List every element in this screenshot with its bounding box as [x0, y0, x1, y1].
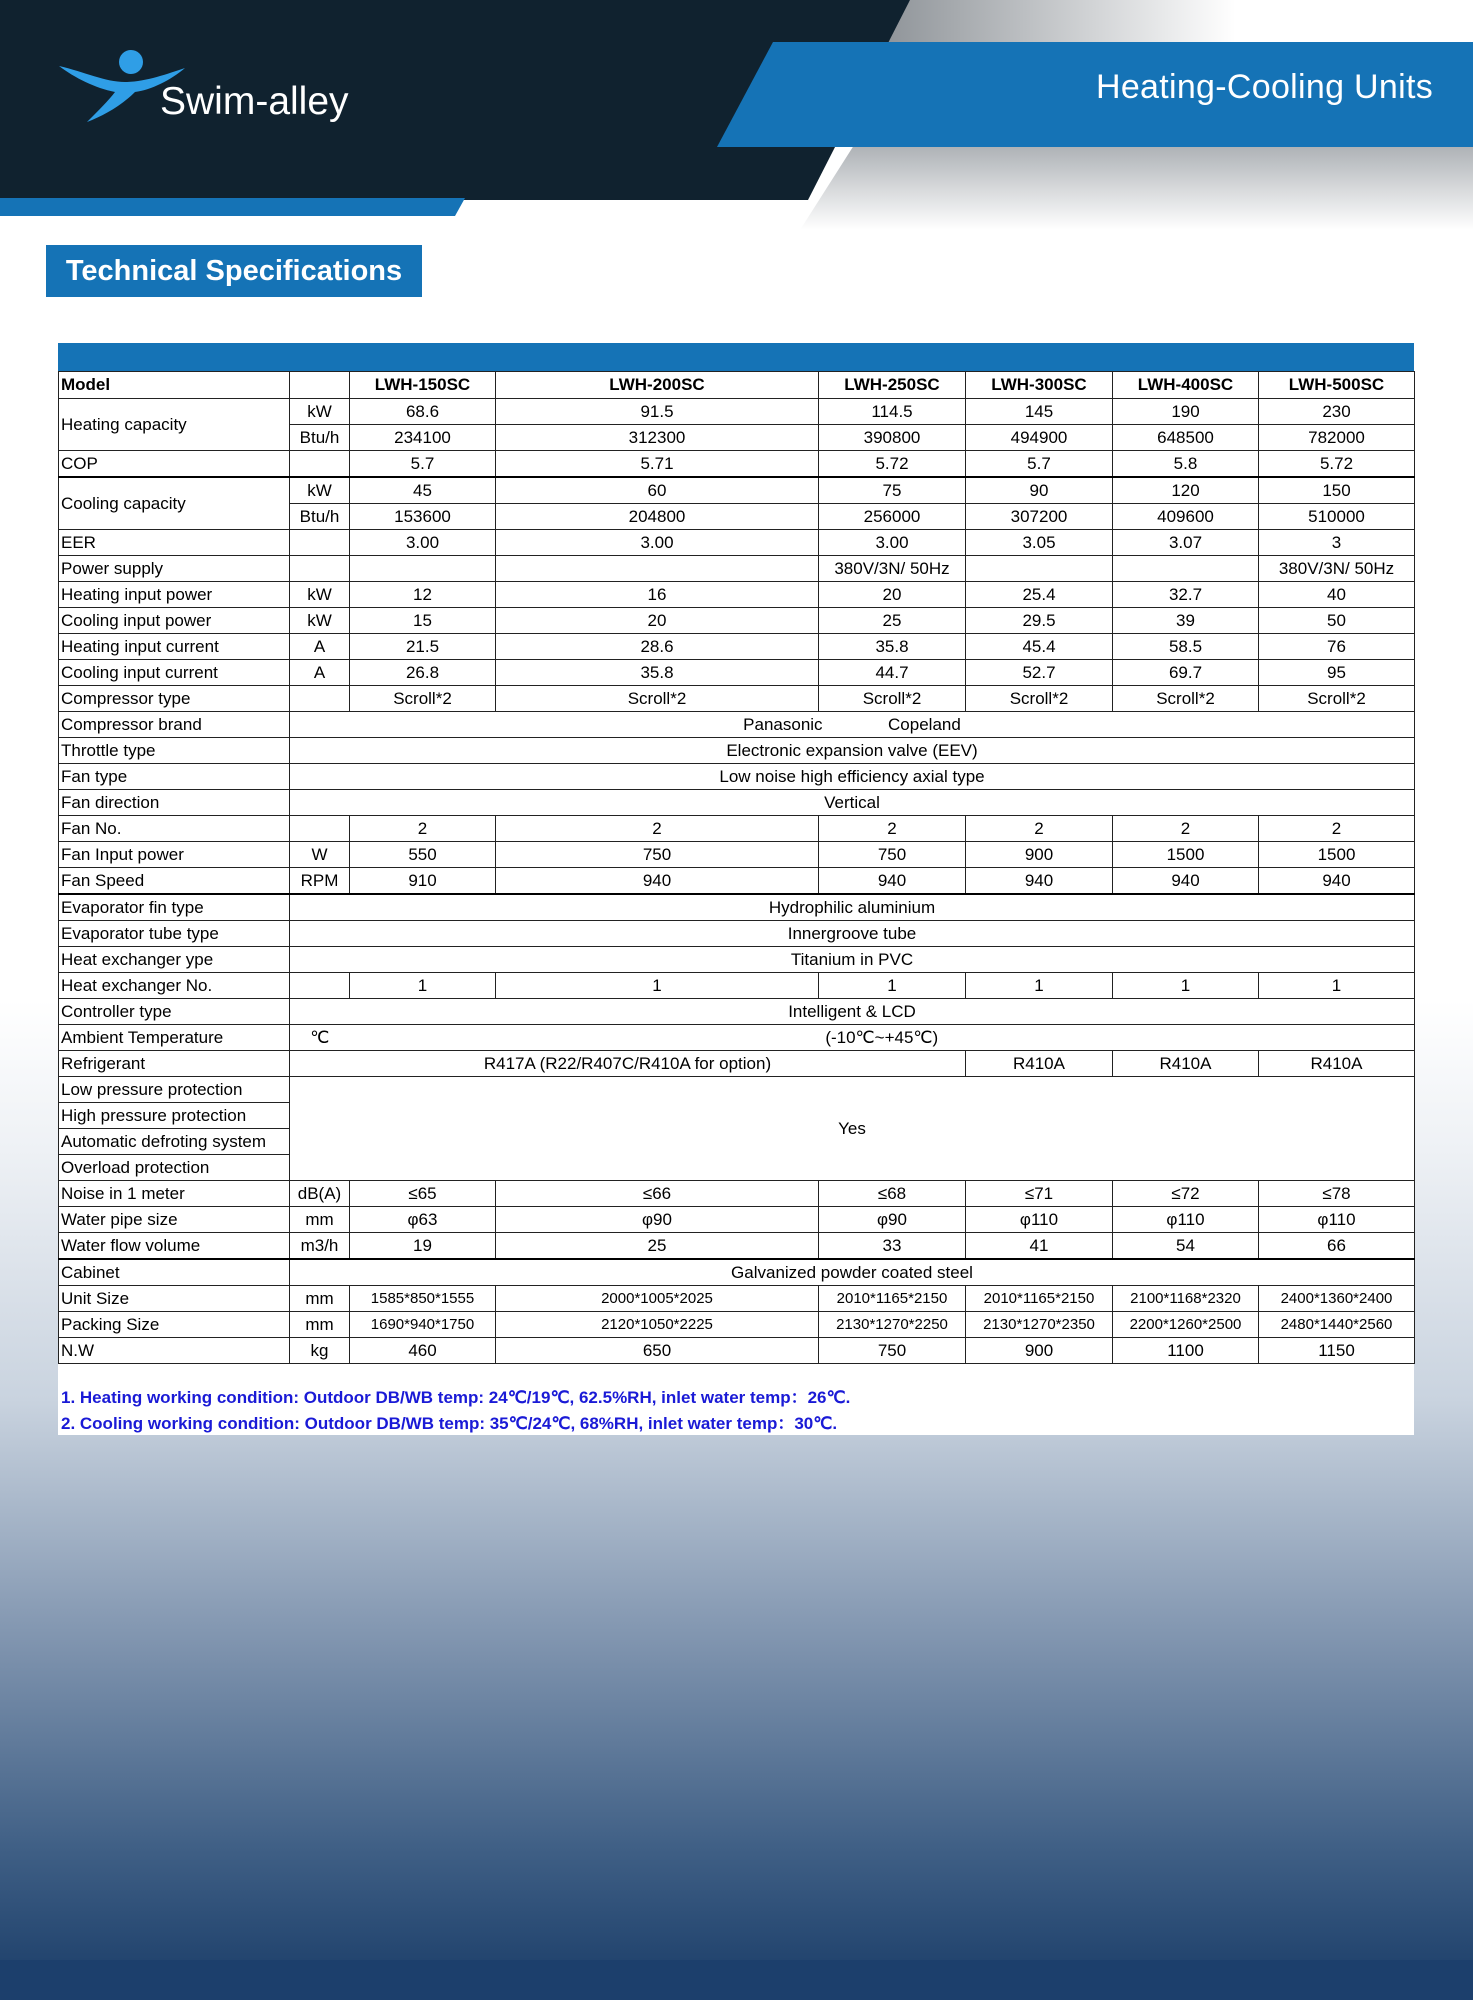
unit-cell: A — [290, 660, 350, 686]
value-cell: 1585*850*1555 — [350, 1286, 496, 1312]
value-cell: 3.00 — [819, 530, 966, 556]
value-cell: φ63 — [350, 1207, 496, 1233]
unit-cell — [290, 686, 350, 712]
value-cell: 900 — [966, 1338, 1113, 1364]
compressor-brand-b: Copeland — [888, 714, 961, 734]
model-header: LWH-150SC — [350, 372, 496, 399]
row-label: COP — [59, 451, 290, 478]
row-label: Noise in 1 meter — [59, 1181, 290, 1207]
value-cell: 940 — [1113, 868, 1259, 895]
value-cell: 45.4 — [966, 634, 1113, 660]
value-cell: 20 — [819, 582, 966, 608]
value-cell: 3.05 — [966, 530, 1113, 556]
table-row — [59, 790, 1415, 816]
row-label: Heat exchanger No. — [59, 973, 290, 999]
value-cell: Scroll*2 — [966, 686, 1113, 712]
unit-cell: kW — [290, 582, 350, 608]
table-row — [59, 399, 1415, 425]
value-cell: 1 — [966, 973, 1113, 999]
table-row — [59, 1286, 1415, 1312]
table-row — [59, 868, 1415, 895]
value-cell: 15 — [350, 608, 496, 634]
value-cell: φ90 — [819, 1207, 966, 1233]
value-cell: 390800 — [819, 425, 966, 451]
row-label: Automatic defroting system — [59, 1129, 290, 1155]
value-cell: 312300 — [496, 425, 819, 451]
value-cell: ≤65 — [350, 1181, 496, 1207]
unit-cell: dB(A) — [290, 1181, 350, 1207]
unit-cell: kW — [290, 608, 350, 634]
unit-cell — [290, 556, 350, 582]
value-cell: 25 — [496, 1233, 819, 1260]
table-row — [59, 372, 1415, 399]
row-label: EER — [59, 530, 290, 556]
value-cell: φ90 — [496, 1207, 819, 1233]
value-cell — [290, 712, 1415, 738]
value-cell: 2120*1050*2225 — [496, 1312, 819, 1338]
value-cell: 50 — [1259, 608, 1415, 634]
value-cell: 650 — [496, 1338, 819, 1364]
value-cell: 1500 — [1113, 842, 1259, 868]
unit-cell — [290, 372, 350, 399]
value-cell: 190 — [1113, 399, 1259, 425]
unit-cell: A — [290, 634, 350, 660]
value-cell — [1113, 556, 1259, 582]
model-header: LWH-250SC — [819, 372, 966, 399]
row-label: Low pressure protection — [59, 1077, 290, 1103]
table-row — [59, 738, 1415, 764]
value-cell: 40 — [1259, 582, 1415, 608]
value-cell: Vertical — [290, 790, 1415, 816]
value-cell: φ110 — [966, 1207, 1113, 1233]
value-cell: 204800 — [496, 504, 819, 530]
row-label: Heating input power — [59, 582, 290, 608]
value-cell: 60 — [496, 477, 819, 504]
value-cell: 95 — [1259, 660, 1415, 686]
value-cell: 32.7 — [1113, 582, 1259, 608]
value-cell: 58.5 — [1113, 634, 1259, 660]
unit-cell — [290, 451, 350, 478]
table-row — [59, 1338, 1415, 1364]
row-label: Power supply — [59, 556, 290, 582]
value-cell: R410A — [1113, 1051, 1259, 1077]
value-cell: 900 — [966, 842, 1113, 868]
value-cell: 75 — [819, 477, 966, 504]
value-cell: 1100 — [1113, 1338, 1259, 1364]
unit-cell: RPM — [290, 868, 350, 895]
row-label: Fan Speed — [59, 868, 290, 895]
value-cell: 910 — [350, 868, 496, 895]
value-cell: 69.7 — [1113, 660, 1259, 686]
unit-cell: mm — [290, 1312, 350, 1338]
value-cell: 750 — [496, 842, 819, 868]
table-row — [59, 842, 1415, 868]
table-row — [59, 947, 1415, 973]
value-cell: 494900 — [966, 425, 1113, 451]
model-header: LWH-400SC — [1113, 372, 1259, 399]
value-cell: R410A — [966, 1051, 1113, 1077]
value-cell: 45 — [350, 477, 496, 504]
value-cell: 3.00 — [496, 530, 819, 556]
row-label: Water flow volume — [59, 1233, 290, 1260]
table-row — [59, 1259, 1415, 1286]
header-accent-stripe — [0, 198, 465, 216]
unit-cell: Btu/h — [290, 425, 350, 451]
value-cell: ≤72 — [1113, 1181, 1259, 1207]
row-label: Heating capacity — [59, 399, 290, 451]
unit-cell: kW — [290, 399, 350, 425]
value-cell: 2 — [966, 816, 1113, 842]
value-cell: 54 — [1113, 1233, 1259, 1260]
value-cell: 5.72 — [819, 451, 966, 478]
value-cell: 5.8 — [1113, 451, 1259, 478]
value-cell: 28.6 — [496, 634, 819, 660]
value-cell: 307200 — [966, 504, 1113, 530]
unit-cell: m3/h — [290, 1233, 350, 1260]
value-cell: 2 — [496, 816, 819, 842]
model-header: LWH-200SC — [496, 372, 819, 399]
unit-cell: mm — [290, 1286, 350, 1312]
value-cell: ≤71 — [966, 1181, 1113, 1207]
value-cell: Scroll*2 — [1113, 686, 1259, 712]
value-cell: 648500 — [1113, 425, 1259, 451]
table-row — [59, 816, 1415, 842]
row-label: Fan No. — [59, 816, 290, 842]
value-cell: Scroll*2 — [496, 686, 819, 712]
value-cell: 3.00 — [350, 530, 496, 556]
row-label: Evaporator tube type — [59, 921, 290, 947]
brand-name: Swim-alley — [160, 80, 349, 123]
value-cell: 35.8 — [819, 634, 966, 660]
spec-table — [58, 371, 1415, 1364]
row-label: Compressor brand — [59, 712, 290, 738]
value-cell: 52.7 — [966, 660, 1113, 686]
value-cell: 5.7 — [966, 451, 1113, 478]
value-cell: 20 — [496, 608, 819, 634]
value-cell: 16 — [496, 582, 819, 608]
row-label: Unit Size — [59, 1286, 290, 1312]
value-cell: 460 — [350, 1338, 496, 1364]
value-cell: Galvanized powder coated steel — [290, 1259, 1415, 1286]
value-cell — [966, 556, 1113, 582]
value-cell: 91.5 — [496, 399, 819, 425]
page-title: Heating-Cooling Units — [1095, 68, 1433, 106]
value-cell: 234100 — [350, 425, 496, 451]
value-cell: 230 — [1259, 399, 1415, 425]
table-row — [59, 921, 1415, 947]
table-row — [59, 764, 1415, 790]
value-cell: 750 — [819, 1338, 966, 1364]
value-cell: 940 — [1259, 868, 1415, 895]
value-cell: 2 — [1113, 816, 1259, 842]
unit-cell: kg — [290, 1338, 350, 1364]
value-cell: 2480*1440*2560 — [1259, 1312, 1415, 1338]
model-header: LWH-300SC — [966, 372, 1113, 399]
header-shadow — [880, 0, 1473, 45]
footnote-heating: 1. Heating working condition: Outdoor DB/WB temp: 24℃/19℃, 62.5%RH, inlet water temp：26℃. — [61, 1388, 851, 1407]
table-row — [59, 999, 1415, 1025]
value-cell: 1690*940*1750 — [350, 1312, 496, 1338]
value-cell: 150 — [1259, 477, 1415, 504]
value-cell: 2130*1270*2350 — [966, 1312, 1113, 1338]
table-row — [59, 1233, 1415, 1260]
value-cell: 409600 — [1113, 504, 1259, 530]
value-cell: 39 — [1113, 608, 1259, 634]
value-cell: 33 — [819, 1233, 966, 1260]
table-row — [59, 1025, 1415, 1051]
row-label: Water pipe size — [59, 1207, 290, 1233]
row-label: Heat exchanger ype — [59, 947, 290, 973]
value-cell: 940 — [966, 868, 1113, 895]
value-cell: 120 — [1113, 477, 1259, 504]
value-cell: 90 — [966, 477, 1113, 504]
value-cell: 1500 — [1259, 842, 1415, 868]
value-cell: 1 — [1259, 973, 1415, 999]
value-cell: 25 — [819, 608, 966, 634]
unit-cell: Btu/h — [290, 504, 350, 530]
value-cell: Scroll*2 — [819, 686, 966, 712]
value-cell: 940 — [819, 868, 966, 895]
row-label: Heating input current — [59, 634, 290, 660]
value-cell: 256000 — [819, 504, 966, 530]
table-row — [59, 1207, 1415, 1233]
row-label: Overload protection — [59, 1155, 290, 1181]
row-label: Cooling input power — [59, 608, 290, 634]
row-label: Evaporator fin type — [59, 894, 290, 921]
value-cell: 1 — [819, 973, 966, 999]
unit-cell: W — [290, 842, 350, 868]
value-cell: 5.71 — [496, 451, 819, 478]
spec-sheet — [58, 343, 1414, 1435]
table-row — [59, 660, 1415, 686]
row-label: Cabinet — [59, 1259, 290, 1286]
unit-cell — [290, 816, 350, 842]
unit-cell: ℃ — [290, 1025, 350, 1051]
value-cell: Titanium in PVC — [290, 947, 1415, 973]
value-cell: 25.4 — [966, 582, 1113, 608]
row-label: Refrigerant — [59, 1051, 290, 1077]
value-cell: 26.8 — [350, 660, 496, 686]
row-label: Cooling capacity — [59, 477, 290, 530]
value-cell: 2000*1005*2025 — [496, 1286, 819, 1312]
table-row — [59, 1051, 1415, 1077]
table-row — [59, 530, 1415, 556]
value-cell: 114.5 — [819, 399, 966, 425]
table-row — [59, 894, 1415, 921]
table-row — [59, 556, 1415, 582]
model-header: LWH-500SC — [1259, 372, 1415, 399]
value-cell: 380V/3N/ 50Hz — [819, 556, 966, 582]
value-cell: 35.8 — [496, 660, 819, 686]
value-cell: 510000 — [1259, 504, 1415, 530]
table-row — [59, 1312, 1415, 1338]
row-label: Fan direction — [59, 790, 290, 816]
value-cell: 3 — [1259, 530, 1415, 556]
value-cell: 750 — [819, 842, 966, 868]
section-title: Technical Specifications — [46, 245, 422, 297]
value-cell: φ110 — [1259, 1207, 1415, 1233]
value-cell: 2100*1168*2320 — [1113, 1286, 1259, 1312]
unit-cell: mm — [290, 1207, 350, 1233]
value-cell: 2130*1270*2250 — [819, 1312, 966, 1338]
row-label: Fan Input power — [59, 842, 290, 868]
row-label: Throttle type — [59, 738, 290, 764]
value-cell: Innergroove tube — [290, 921, 1415, 947]
table-row — [59, 1077, 1415, 1103]
value-cell: 1 — [496, 973, 819, 999]
value-cell — [496, 556, 819, 582]
value-cell: Scroll*2 — [350, 686, 496, 712]
value-cell: 68.6 — [350, 399, 496, 425]
value-cell: R410A — [1259, 1051, 1415, 1077]
footer-bar — [0, 1960, 1473, 2000]
value-cell: 1 — [350, 973, 496, 999]
value-cell: Low noise high efficiency axial type — [290, 764, 1415, 790]
value-cell: (-10℃~+45℃) — [350, 1025, 1415, 1051]
table-row — [59, 1181, 1415, 1207]
unit-cell — [290, 530, 350, 556]
value-cell: 1 — [1113, 973, 1259, 999]
table-row — [59, 582, 1415, 608]
table-row — [59, 712, 1415, 738]
table-row — [59, 477, 1415, 504]
value-cell: 5.72 — [1259, 451, 1415, 478]
value-cell: 1150 — [1259, 1338, 1415, 1364]
value-cell: Scroll*2 — [1259, 686, 1415, 712]
value-cell: 19 — [350, 1233, 496, 1260]
value-cell: 3.07 — [1113, 530, 1259, 556]
footnotes — [61, 1385, 850, 1437]
value-cell: 2 — [1259, 816, 1415, 842]
value-cell: ≤68 — [819, 1181, 966, 1207]
value-cell: 29.5 — [966, 608, 1113, 634]
compressor-brand-a: Panasonic — [743, 714, 823, 734]
value-cell: φ110 — [1113, 1207, 1259, 1233]
value-cell — [350, 556, 496, 582]
unit-cell — [290, 973, 350, 999]
value-cell: 5.7 — [350, 451, 496, 478]
value-cell: 2 — [819, 816, 966, 842]
table-top-bar — [58, 343, 1414, 371]
row-label: Compressor type — [59, 686, 290, 712]
row-label: Cooling input current — [59, 660, 290, 686]
value-cell: R417A (R22/R407C/R410A for option) — [290, 1051, 966, 1077]
value-cell: 21.5 — [350, 634, 496, 660]
value-cell: 2010*1165*2150 — [819, 1286, 966, 1312]
value-cell: 550 — [350, 842, 496, 868]
value-cell: 145 — [966, 399, 1113, 425]
value-cell: 41 — [966, 1233, 1113, 1260]
value-cell: 2400*1360*2400 — [1259, 1286, 1415, 1312]
row-label: N.W — [59, 1338, 290, 1364]
row-label: Model — [59, 372, 290, 399]
table-row — [59, 608, 1415, 634]
value-cell: Electronic expansion valve (EEV) — [290, 738, 1415, 764]
value-cell: 44.7 — [819, 660, 966, 686]
unit-cell: kW — [290, 477, 350, 504]
value-cell: 380V/3N/ 50Hz — [1259, 556, 1415, 582]
value-cell: ≤78 — [1259, 1181, 1415, 1207]
value-cell: 2 — [350, 816, 496, 842]
row-label: Controller type — [59, 999, 290, 1025]
footnote-cooling: 2. Cooling working condition: Outdoor DB/WB temp: 35℃/24℃, 68%RH, inlet water temp：30℃. — [61, 1414, 838, 1433]
value-cell: Intelligent & LCD — [290, 999, 1415, 1025]
row-label: Ambient Temperature — [59, 1025, 290, 1051]
row-label: Fan type — [59, 764, 290, 790]
value-cell: 76 — [1259, 634, 1415, 660]
row-label: High pressure protection — [59, 1103, 290, 1129]
value-cell: Hydrophilic aluminium — [290, 894, 1415, 921]
value-cell: Yes — [290, 1077, 1415, 1181]
table-row — [59, 686, 1415, 712]
value-cell: 2010*1165*2150 — [966, 1286, 1113, 1312]
value-cell: 940 — [496, 868, 819, 895]
table-row — [59, 973, 1415, 999]
value-cell: 12 — [350, 582, 496, 608]
table-row — [59, 451, 1415, 478]
value-cell: 2200*1260*2500 — [1113, 1312, 1259, 1338]
table-row — [59, 634, 1415, 660]
value-cell: 153600 — [350, 504, 496, 530]
row-label: Packing Size — [59, 1312, 290, 1338]
value-cell: ≤66 — [496, 1181, 819, 1207]
value-cell: 66 — [1259, 1233, 1415, 1260]
value-cell: 782000 — [1259, 425, 1415, 451]
